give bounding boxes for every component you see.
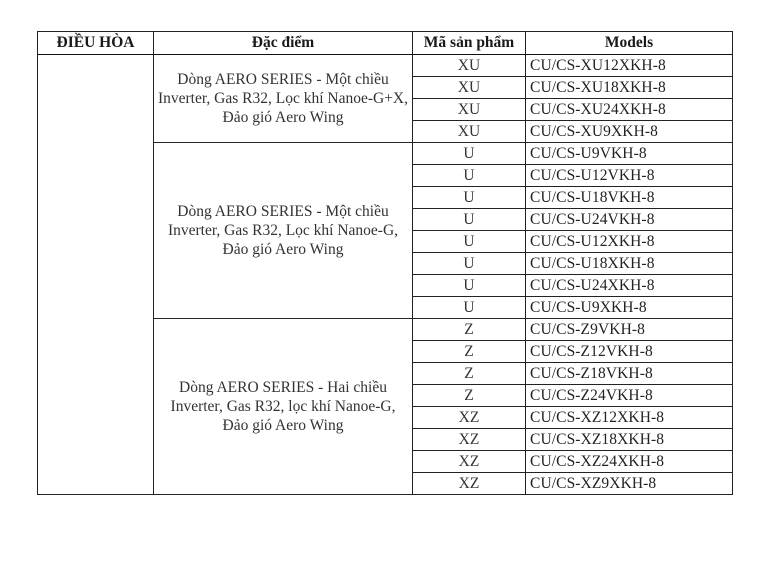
model-cell: CU/CS-XU18XKH-8 [526,77,733,99]
code-cell: XZ [413,407,526,429]
code-cell: U [413,143,526,165]
header-models: Models [526,32,733,55]
product-table [37,31,733,495]
header-features: Đặc điểm [154,32,413,55]
code-cell: U [413,165,526,187]
code-cell: Z [413,341,526,363]
model-cell: CU/CS-Z9VKH-8 [526,319,733,341]
code-cell: U [413,187,526,209]
header-category: ĐIỀU HÒA [38,32,154,55]
code-cell: Z [413,363,526,385]
code-cell: U [413,253,526,275]
code-cell: XZ [413,451,526,473]
header-row [38,32,733,55]
code-cell: XU [413,77,526,99]
model-cell: CU/CS-U24VKH-8 [526,209,733,231]
model-cell: CU/CS-U9VKH-8 [526,143,733,165]
code-cell: XU [413,121,526,143]
model-cell: CU/CS-Z12VKH-8 [526,341,733,363]
table-row [38,55,733,77]
model-cell: CU/CS-U24XKH-8 [526,275,733,297]
category-cell [38,55,154,495]
model-cell: CU/CS-U18XKH-8 [526,253,733,275]
table-body [38,55,733,495]
model-cell: CU/CS-U9XKH-8 [526,297,733,319]
model-cell: CU/CS-U12XKH-8 [526,231,733,253]
model-cell: CU/CS-XU12XKH-8 [526,55,733,77]
code-cell: XZ [413,473,526,495]
model-cell: CU/CS-XZ24XKH-8 [526,451,733,473]
feature-cell: Dòng AERO SERIES - Một chiều Inverter, Gas R32, Lọc khí Nanoe-G, Đảo gió Aero Wing [154,143,413,319]
code-cell: XZ [413,429,526,451]
model-cell: CU/CS-Z24VKH-8 [526,385,733,407]
model-cell: CU/CS-XZ12XKH-8 [526,407,733,429]
code-cell: U [413,231,526,253]
code-cell: Z [413,319,526,341]
code-cell: XU [413,55,526,77]
model-cell: CU/CS-U18VKH-8 [526,187,733,209]
model-cell: CU/CS-Z18VKH-8 [526,363,733,385]
code-cell: U [413,297,526,319]
code-cell: U [413,275,526,297]
code-cell: Z [413,385,526,407]
model-cell: CU/CS-XU24XKH-8 [526,99,733,121]
feature-cell: Dòng AERO SERIES - Hai chiều Inverter, Gas R32, lọc khí Nanoe-G, Đảo gió Aero Wing [154,319,413,495]
code-cell: XU [413,99,526,121]
model-cell: CU/CS-XZ9XKH-8 [526,473,733,495]
code-cell: U [413,209,526,231]
model-cell: CU/CS-U12VKH-8 [526,165,733,187]
model-cell: CU/CS-XU9XKH-8 [526,121,733,143]
table-header [38,32,733,55]
header-code: Mã sản phẩm [413,32,526,55]
feature-cell: Dòng AERO SERIES - Một chiều Inverter, Gas R32, Lọc khí Nanoe-G+X, Đảo gió Aero Wing [154,55,413,143]
model-cell: CU/CS-XZ18XKH-8 [526,429,733,451]
